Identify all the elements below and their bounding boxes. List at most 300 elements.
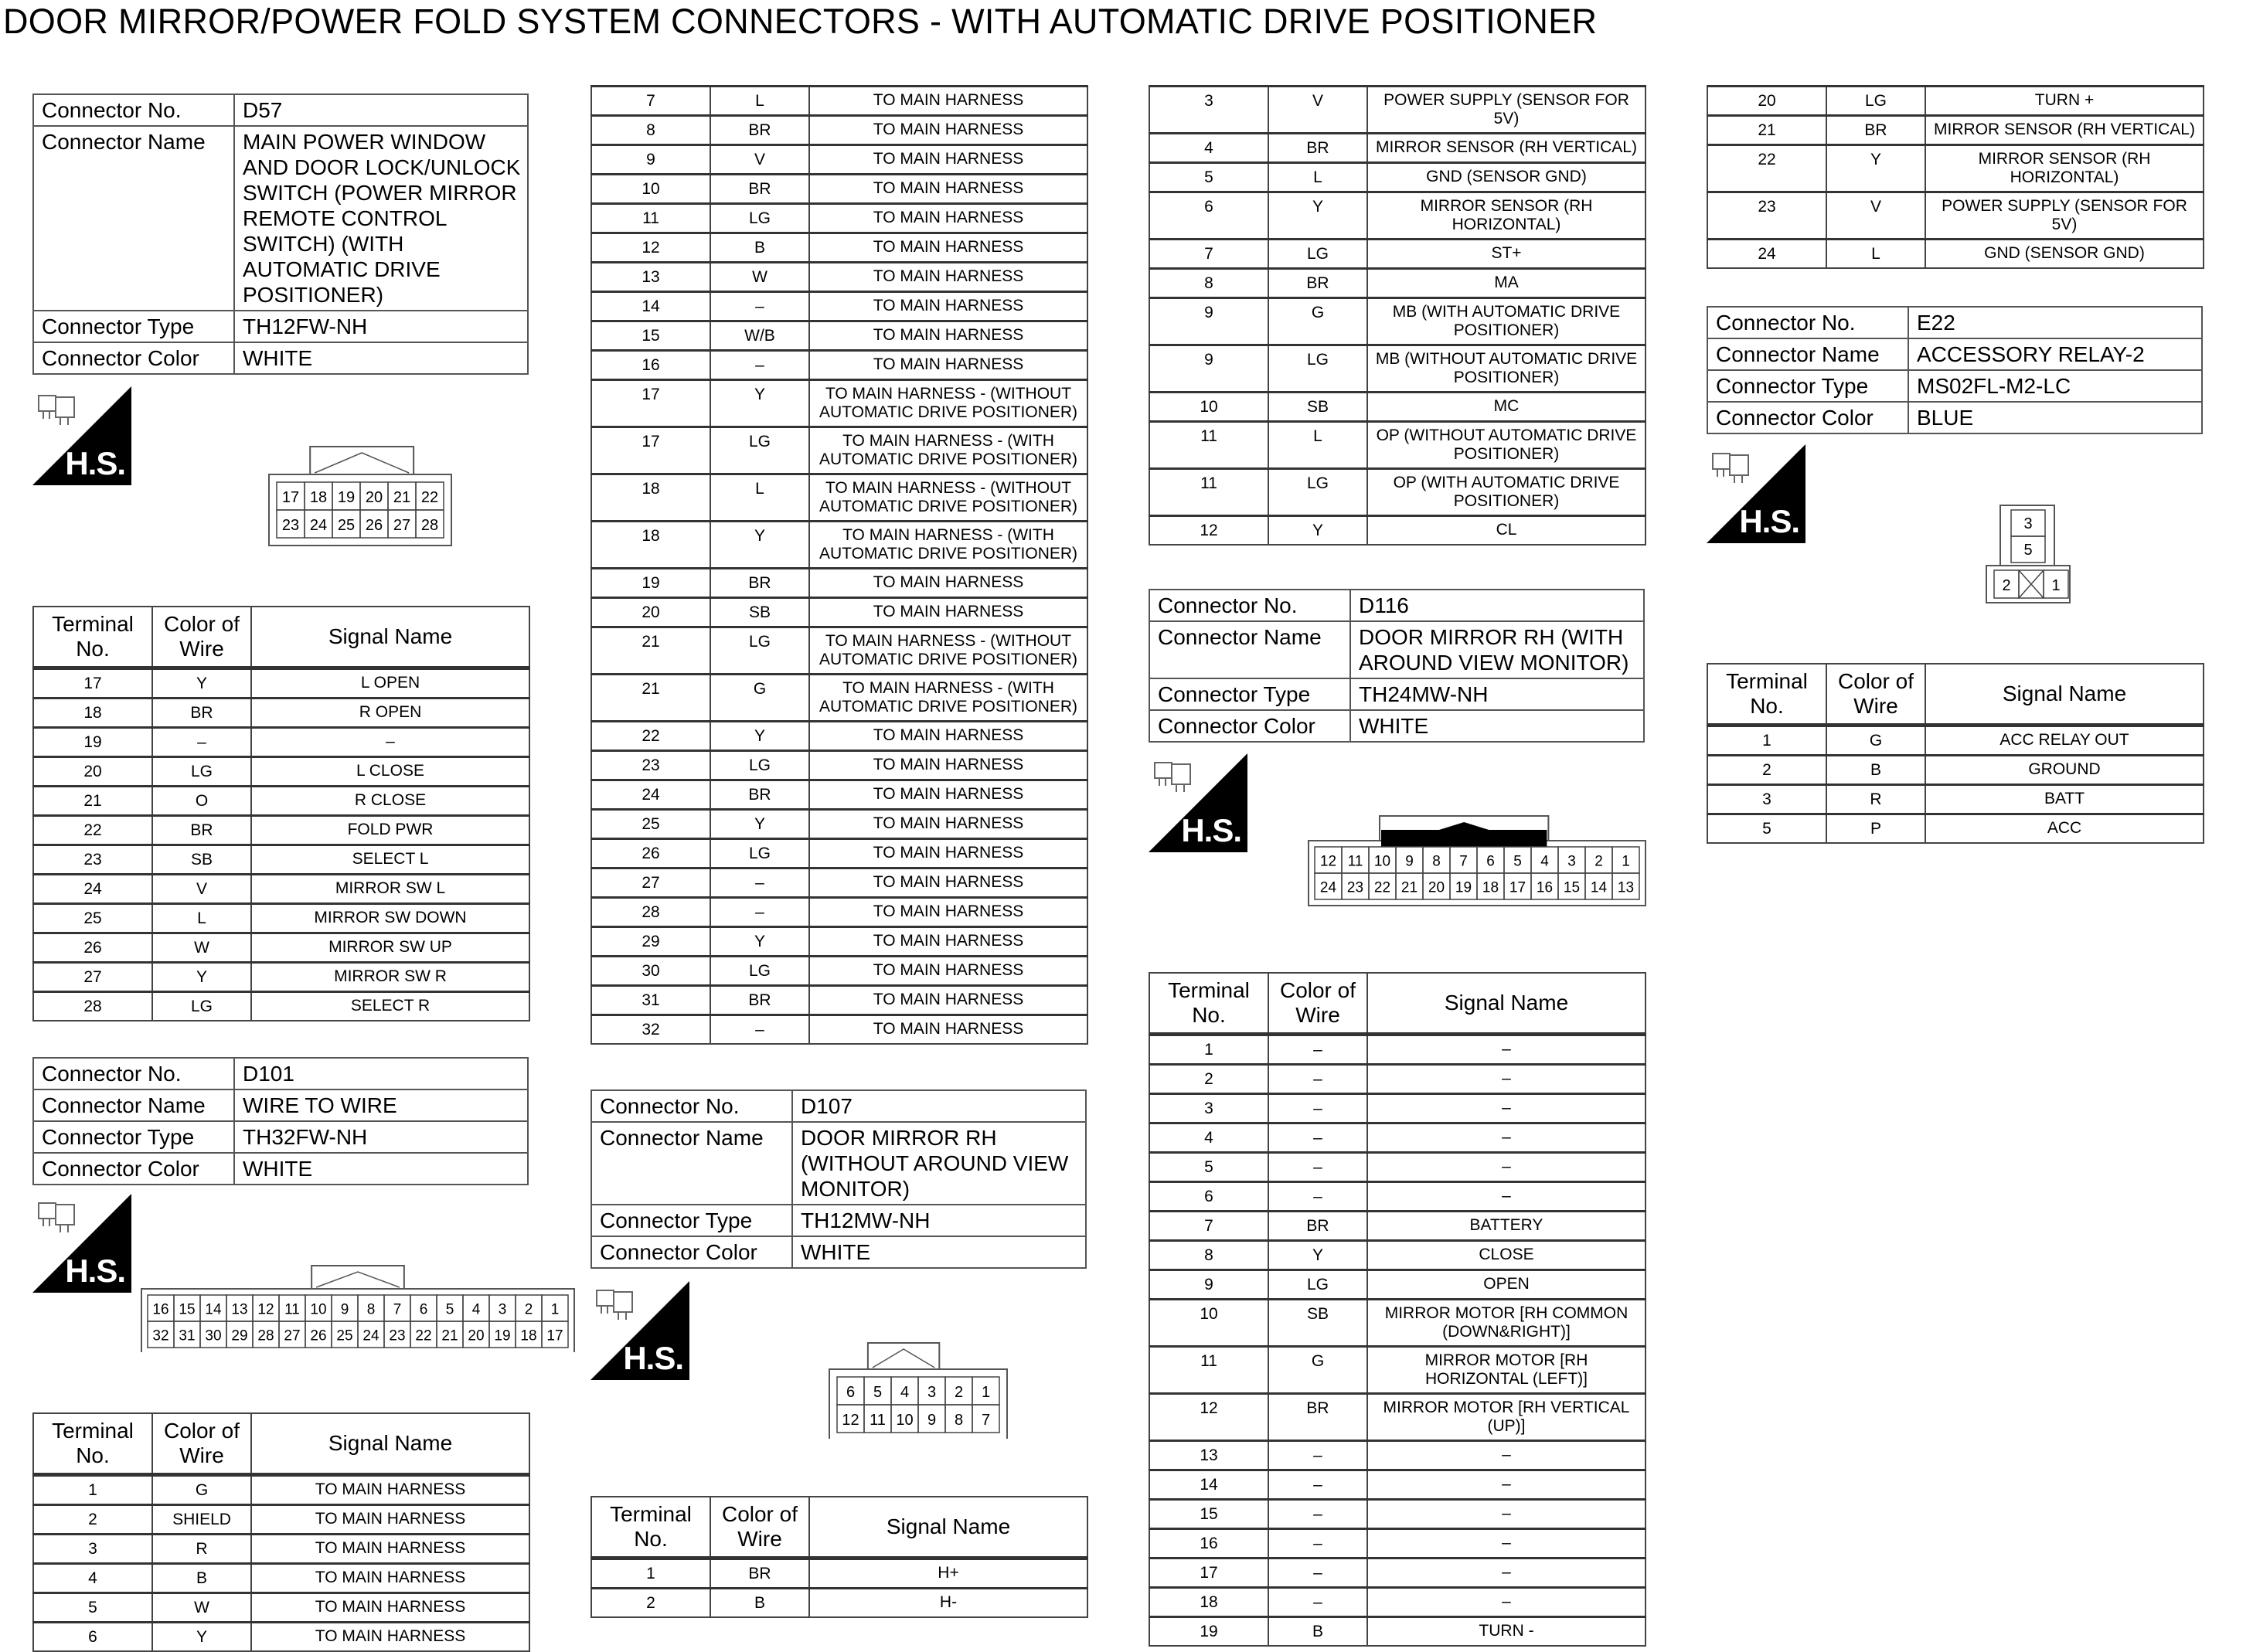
pin-label: 19 bbox=[337, 488, 356, 506]
connector-type-label: Connector Type bbox=[33, 311, 234, 342]
pin-label: 17 bbox=[281, 488, 300, 506]
table-row bbox=[591, 263, 1087, 292]
signal-name-cell: – bbox=[1367, 1182, 1646, 1212]
table-row bbox=[1149, 134, 1646, 163]
signal-name-cell: TO MAIN HARNESS bbox=[809, 292, 1087, 321]
harness-side-icon bbox=[32, 386, 131, 485]
signal-name-cell: BATT bbox=[1925, 785, 2204, 814]
pin-label: 19 bbox=[1455, 879, 1472, 896]
connector-color-value: WHITE bbox=[234, 342, 528, 374]
pin-label: 21 bbox=[1400, 879, 1418, 896]
wire-color-cell: LG bbox=[1268, 469, 1367, 516]
table-row bbox=[1149, 1300, 1646, 1347]
wire-color-cell: – bbox=[710, 1015, 809, 1045]
terminal-no-header: Terminal No. bbox=[33, 607, 152, 668]
terminal-no-header: Terminal No. bbox=[591, 1497, 710, 1559]
table-row bbox=[33, 816, 529, 845]
terminal-no-cell: 3 bbox=[33, 1535, 152, 1564]
pin-label: 4 bbox=[471, 1301, 481, 1318]
table-row bbox=[591, 986, 1087, 1015]
terminal-no-cell: 19 bbox=[591, 569, 710, 598]
pin-label: 10 bbox=[896, 1411, 914, 1429]
terminal-no-cell: 28 bbox=[591, 898, 710, 927]
table-row bbox=[33, 992, 529, 1021]
pin-label: 11 bbox=[284, 1301, 300, 1318]
wire-color-cell: Y bbox=[1268, 192, 1367, 240]
wire-color-cell: Y bbox=[1268, 1241, 1367, 1270]
pin-label: 28 bbox=[257, 1327, 274, 1344]
terminal-no-cell: 12 bbox=[1149, 516, 1268, 546]
terminal-no-cell: 10 bbox=[1149, 1300, 1268, 1347]
table-row bbox=[1149, 269, 1646, 298]
wire-color-cell: V bbox=[1268, 87, 1367, 134]
connector-name-value: DOOR MIRROR RH (WITHOUT AROUND VIEW MONITOR) bbox=[792, 1122, 1086, 1205]
connector-no-value: E22 bbox=[1908, 307, 2202, 338]
terminal-no-cell: 29 bbox=[591, 927, 710, 957]
pin-label: 7 bbox=[981, 1411, 991, 1429]
table-row bbox=[591, 627, 1087, 675]
terminal-no-header: Terminal No. bbox=[33, 1413, 152, 1475]
table-row bbox=[1149, 1035, 1646, 1065]
pin-label: 12 bbox=[257, 1301, 274, 1318]
table-row bbox=[1149, 1241, 1646, 1270]
signal-name-cell: SELECT R bbox=[251, 992, 529, 1021]
terminal-no-cell: 21 bbox=[591, 627, 710, 675]
signal-name-cell: MB (WITH AUTOMATIC DRIVE POSITIONER) bbox=[1367, 298, 1646, 345]
terminal-no-cell: 30 bbox=[591, 957, 710, 986]
connector-name-label: Connector Name bbox=[1707, 338, 1908, 370]
connector-color-value: WHITE bbox=[234, 1153, 528, 1185]
signal-name-cell: – bbox=[1367, 1529, 1646, 1559]
wire-color-cell: LG bbox=[152, 992, 251, 1021]
d57-info bbox=[32, 93, 529, 375]
hs-label: H.S. bbox=[65, 1253, 125, 1289]
table-row bbox=[1149, 1123, 1646, 1153]
signal-name-header: Signal Name bbox=[1367, 973, 1646, 1035]
terminal-no-cell: 5 bbox=[33, 1593, 152, 1623]
signal-name-cell: GND (SENSOR GND) bbox=[1367, 163, 1646, 192]
table-row bbox=[1149, 1270, 1646, 1300]
pin-label: 22 bbox=[1373, 879, 1391, 896]
wire-color-cell: B bbox=[710, 233, 809, 263]
terminal-no-cell: 2 bbox=[1149, 1065, 1268, 1094]
hs-label: H.S. bbox=[1181, 812, 1241, 848]
wire-color-cell: – bbox=[1268, 1153, 1367, 1182]
signal-name-cell: – bbox=[1367, 1035, 1646, 1065]
d116-terminal-table bbox=[1149, 972, 1646, 1647]
table-row bbox=[591, 569, 1087, 598]
wire-color-cell: B bbox=[1268, 1617, 1367, 1647]
terminal-no-cell: 14 bbox=[1149, 1470, 1268, 1500]
wire-color-cell: SB bbox=[1268, 393, 1367, 422]
table-row bbox=[591, 839, 1087, 868]
connector-no-value: D101 bbox=[234, 1058, 528, 1089]
table-row bbox=[591, 321, 1087, 351]
hs-label: H.S. bbox=[1739, 503, 1799, 539]
signal-name-cell: MIRROR SENSOR (RH VERTICAL) bbox=[1367, 134, 1646, 163]
connector-no-value: D57 bbox=[234, 94, 528, 126]
color-of-wire-header: Color of Wire bbox=[152, 607, 251, 668]
table-row bbox=[591, 522, 1087, 569]
signal-name-cell: SELECT L bbox=[251, 845, 529, 875]
wire-color-cell: – bbox=[710, 292, 809, 321]
pin-label: 3 bbox=[2023, 515, 2033, 532]
terminal-no-cell: 20 bbox=[591, 598, 710, 627]
pin-label: 26 bbox=[365, 516, 383, 534]
connector-color-label: Connector Color bbox=[33, 342, 234, 374]
wire-color-cell: – bbox=[1268, 1500, 1367, 1529]
signal-name-cell: POWER SUPPLY (SENSOR FOR 5V) bbox=[1925, 192, 2204, 240]
terminal-no-cell: 21 bbox=[591, 675, 710, 722]
terminal-no-cell: 11 bbox=[1149, 469, 1268, 516]
signal-name-cell: TO MAIN HARNESS bbox=[251, 1623, 529, 1652]
signal-name-cell: MIRROR MOTOR [RH COMMON (DOWN&RIGHT)] bbox=[1367, 1300, 1646, 1347]
terminal-no-cell: 14 bbox=[591, 292, 710, 321]
pin-label: 10 bbox=[310, 1301, 327, 1318]
terminal-no-cell: 11 bbox=[1149, 1347, 1268, 1394]
wire-color-cell: B bbox=[1826, 756, 1925, 785]
terminal-no-cell: 11 bbox=[591, 204, 710, 233]
terminal-no-cell: 3 bbox=[1149, 87, 1268, 134]
wire-color-cell: G bbox=[1826, 726, 1925, 756]
wire-color-cell: Y bbox=[710, 380, 809, 427]
table-row bbox=[591, 751, 1087, 780]
d57-terminal-table bbox=[32, 606, 530, 1021]
pin-label: 5 bbox=[2023, 542, 2033, 559]
connector-type-label: Connector Type bbox=[591, 1205, 792, 1236]
d101-info bbox=[32, 1057, 529, 1185]
pin-label: 17 bbox=[1509, 879, 1526, 896]
terminal-no-cell: 17 bbox=[591, 427, 710, 474]
pin-label: 24 bbox=[309, 516, 328, 534]
signal-name-cell: MIRROR SW R bbox=[251, 963, 529, 992]
pin-label: 13 bbox=[1617, 879, 1635, 896]
wire-color-cell: – bbox=[152, 728, 251, 757]
connector-name-value: MAIN POWER WINDOW AND DOOR LOCK/UNLOCK SWITCH (POWER MIRROR REMOTE CONTROL SWITCH) (WITH AUTOMATIC DRIVE POSITIONER) bbox=[234, 126, 528, 311]
connector-no-value: D116 bbox=[1350, 590, 1644, 621]
terminal-no-cell: 6 bbox=[1149, 1182, 1268, 1212]
signal-name-cell: TO MAIN HARNESS bbox=[809, 986, 1087, 1015]
signal-name-cell: L CLOSE bbox=[251, 757, 529, 787]
pin-label: 12 bbox=[842, 1411, 859, 1429]
wire-color-cell: – bbox=[1268, 1035, 1367, 1065]
table-row bbox=[1149, 469, 1646, 516]
terminal-no-cell: 8 bbox=[591, 116, 710, 145]
wire-color-cell: G bbox=[152, 1475, 251, 1505]
table-row bbox=[591, 957, 1087, 986]
table-row bbox=[1707, 145, 2204, 192]
terminal-no-cell: 3 bbox=[1707, 785, 1826, 814]
pin-label: 29 bbox=[231, 1327, 248, 1344]
pin-label: 22 bbox=[415, 1327, 432, 1344]
color-of-wire-header: Color of Wire bbox=[1268, 973, 1367, 1035]
pin-label: 8 bbox=[1432, 853, 1441, 870]
wire-color-cell: BR bbox=[1268, 269, 1367, 298]
wire-color-cell: V bbox=[1826, 192, 1925, 240]
terminal-no-cell: 8 bbox=[1149, 269, 1268, 298]
wire-color-cell: – bbox=[1268, 1529, 1367, 1559]
table-row bbox=[591, 87, 1087, 116]
e22-terminal-table bbox=[1707, 663, 2204, 844]
signal-name-cell: H+ bbox=[809, 1559, 1087, 1589]
d101-connector-face bbox=[139, 1255, 577, 1352]
pin-label: 14 bbox=[205, 1301, 222, 1318]
table-row bbox=[1707, 726, 2204, 756]
terminal-no-cell: 24 bbox=[591, 780, 710, 810]
pin-label: 2 bbox=[524, 1301, 533, 1318]
table-row bbox=[1707, 240, 2204, 269]
wire-color-cell: R bbox=[1826, 785, 1925, 814]
terminal-no-cell: 22 bbox=[591, 722, 710, 751]
pin-label: 24 bbox=[362, 1327, 379, 1344]
terminal-no-cell: 9 bbox=[1149, 1270, 1268, 1300]
signal-name-cell: OP (WITH AUTOMATIC DRIVE POSITIONER) bbox=[1367, 469, 1646, 516]
wire-color-cell: BR bbox=[1268, 1394, 1367, 1441]
pin-label: 25 bbox=[336, 1327, 353, 1344]
pin-label: 23 bbox=[389, 1327, 406, 1344]
pin-label: 15 bbox=[1563, 879, 1581, 896]
table-row bbox=[33, 875, 529, 904]
terminal-no-cell: 24 bbox=[1707, 240, 1826, 269]
terminal-no-cell: 7 bbox=[1149, 240, 1268, 269]
table-row bbox=[33, 1475, 529, 1505]
table-row bbox=[1149, 1182, 1646, 1212]
terminal-no-cell: 10 bbox=[1149, 393, 1268, 422]
pin-label: 9 bbox=[1405, 853, 1414, 870]
pin-label: 12 bbox=[1319, 853, 1337, 870]
wire-color-cell: – bbox=[1268, 1182, 1367, 1212]
terminal-no-cell: 17 bbox=[1149, 1559, 1268, 1588]
harness-side-icon bbox=[1707, 444, 1805, 543]
connector-name-label: Connector Name bbox=[1149, 621, 1350, 678]
table-row bbox=[1149, 1529, 1646, 1559]
signal-name-cell: BATTERY bbox=[1367, 1212, 1646, 1241]
signal-name-cell: TO MAIN HARNESS bbox=[809, 351, 1087, 380]
pin-label: 22 bbox=[420, 488, 439, 506]
signal-name-cell: – bbox=[1367, 1470, 1646, 1500]
pin-label: 10 bbox=[1373, 853, 1391, 870]
terminal-no-cell: 20 bbox=[33, 757, 152, 787]
signal-name-cell: OP (WITHOUT AUTOMATIC DRIVE POSITIONER) bbox=[1367, 422, 1646, 469]
pin-label: 8 bbox=[366, 1301, 376, 1318]
signal-name-cell: TO MAIN HARNESS - (WITH AUTOMATIC DRIVE POSITIONER) bbox=[809, 675, 1087, 722]
pin-label: 9 bbox=[927, 1411, 937, 1429]
connector-no-value: D107 bbox=[792, 1090, 1086, 1122]
page-title: DOOR MIRROR/POWER FOLD SYSTEM CONNECTORS - WITH AUTOMATIC DRIVE POSITIONER bbox=[3, 2, 1598, 41]
signal-name-cell: TO MAIN HARNESS - (WITH AUTOMATIC DRIVE POSITIONER) bbox=[809, 522, 1087, 569]
table-row bbox=[33, 904, 529, 933]
terminal-no-cell: 9 bbox=[1149, 298, 1268, 345]
signal-name-cell: TO MAIN HARNESS bbox=[809, 957, 1087, 986]
table-row bbox=[1149, 1441, 1646, 1470]
signal-name-cell: – bbox=[1367, 1094, 1646, 1123]
terminal-no-cell: 6 bbox=[1149, 192, 1268, 240]
color-of-wire-header: Color of Wire bbox=[710, 1497, 809, 1559]
signal-name-cell: – bbox=[1367, 1123, 1646, 1153]
terminal-no-cell: 25 bbox=[33, 904, 152, 933]
table-row bbox=[33, 1535, 529, 1564]
terminal-no-cell: 19 bbox=[1149, 1617, 1268, 1647]
pin-label: 2 bbox=[2002, 577, 2011, 594]
terminal-no-cell: 2 bbox=[591, 1589, 710, 1618]
wire-color-cell: L bbox=[710, 87, 809, 116]
table-row bbox=[591, 204, 1087, 233]
wire-color-cell: LG bbox=[710, 627, 809, 675]
terminal-no-cell: 2 bbox=[33, 1505, 152, 1535]
wire-color-cell: LG bbox=[710, 957, 809, 986]
pin-label: 30 bbox=[205, 1327, 222, 1344]
wire-color-cell: W bbox=[152, 933, 251, 963]
d107-info bbox=[590, 1089, 1087, 1269]
table-row bbox=[1149, 1212, 1646, 1241]
table-row bbox=[591, 868, 1087, 898]
table-row bbox=[1149, 1559, 1646, 1588]
terminal-no-cell: 18 bbox=[33, 699, 152, 728]
terminal-no-cell: 2 bbox=[1707, 756, 1826, 785]
signal-name-cell: GROUND bbox=[1925, 756, 2204, 785]
terminal-no-cell: 27 bbox=[33, 963, 152, 992]
pin-label: 24 bbox=[1319, 879, 1337, 896]
wire-color-cell: B bbox=[710, 1589, 809, 1618]
signal-name-cell: TURN - bbox=[1367, 1617, 1646, 1647]
wire-color-cell: – bbox=[1268, 1123, 1367, 1153]
hs-label: H.S. bbox=[65, 445, 125, 481]
table-row bbox=[1149, 1347, 1646, 1394]
terminal-no-cell: 21 bbox=[1707, 116, 1826, 145]
table-row bbox=[33, 728, 529, 757]
connector-no-label: Connector No. bbox=[1707, 307, 1908, 338]
table-row bbox=[1149, 298, 1646, 345]
wire-color-cell: – bbox=[710, 898, 809, 927]
terminal-no-cell: 6 bbox=[33, 1623, 152, 1652]
table-row bbox=[1149, 192, 1646, 240]
connector-type-value: TH12MW-NH bbox=[792, 1205, 1086, 1236]
signal-name-cell: H- bbox=[809, 1589, 1087, 1618]
signal-name-cell: – bbox=[1367, 1588, 1646, 1617]
signal-name-cell: MIRROR MOTOR [RH VERTICAL (UP)] bbox=[1367, 1394, 1646, 1441]
wire-color-cell: P bbox=[1826, 814, 1925, 844]
connector-name-value: WIRE TO WIRE bbox=[234, 1089, 528, 1121]
pin-label: 31 bbox=[179, 1327, 196, 1344]
pin-label: 18 bbox=[520, 1327, 537, 1344]
signal-name-cell: MIRROR SENSOR (RH VERTICAL) bbox=[1925, 116, 2204, 145]
pin-label: 2 bbox=[1594, 853, 1603, 870]
signal-name-cell: TO MAIN HARNESS bbox=[809, 927, 1087, 957]
connector-type-label: Connector Type bbox=[33, 1121, 234, 1153]
terminal-no-cell: 8 bbox=[1149, 1241, 1268, 1270]
pin-label: 25 bbox=[337, 516, 356, 534]
signal-name-header: Signal Name bbox=[251, 1413, 529, 1475]
wire-color-cell: LG bbox=[710, 839, 809, 868]
wire-color-cell: LG bbox=[152, 757, 251, 787]
pin-label: 21 bbox=[393, 488, 411, 506]
signal-name-cell: TO MAIN HARNESS bbox=[809, 204, 1087, 233]
wire-color-cell: G bbox=[1268, 298, 1367, 345]
d116-info bbox=[1149, 589, 1645, 743]
terminal-no-cell: 1 bbox=[1707, 726, 1826, 756]
table-row bbox=[1149, 1094, 1646, 1123]
table-row bbox=[591, 1015, 1087, 1045]
wire-color-cell: V bbox=[152, 875, 251, 904]
pin-label: 17 bbox=[546, 1327, 563, 1344]
signal-name-cell: MIRROR SW DOWN bbox=[251, 904, 529, 933]
pin-label: 3 bbox=[927, 1383, 937, 1401]
signal-name-cell: TO MAIN HARNESS bbox=[809, 810, 1087, 839]
table-row bbox=[591, 598, 1087, 627]
signal-name-cell: TO MAIN HARNESS bbox=[809, 898, 1087, 927]
table-row bbox=[1707, 814, 2204, 844]
signal-name-cell: TO MAIN HARNESS bbox=[809, 1015, 1087, 1045]
pin-label: 23 bbox=[281, 516, 300, 534]
pin-label: 11 bbox=[1347, 853, 1363, 870]
table-row bbox=[591, 351, 1087, 380]
wire-color-cell: Y bbox=[710, 522, 809, 569]
terminal-no-cell: 1 bbox=[33, 1475, 152, 1505]
terminal-no-cell: 15 bbox=[1149, 1500, 1268, 1529]
connector-color-label: Connector Color bbox=[591, 1236, 792, 1268]
table-row bbox=[33, 1623, 529, 1652]
table-row bbox=[1149, 163, 1646, 192]
color-of-wire-header: Color of Wire bbox=[152, 1413, 251, 1475]
table-row bbox=[591, 145, 1087, 175]
table-row bbox=[591, 675, 1087, 722]
connector-color-label: Connector Color bbox=[1149, 710, 1350, 742]
terminal-no-cell: 32 bbox=[591, 1015, 710, 1045]
signal-name-cell: – bbox=[1367, 1153, 1646, 1182]
signal-name-cell: – bbox=[1367, 1065, 1646, 1094]
connector-color-label: Connector Color bbox=[1707, 402, 1908, 433]
connector-type-label: Connector Type bbox=[1149, 678, 1350, 710]
signal-name-cell: TO MAIN HARNESS bbox=[809, 868, 1087, 898]
wire-color-cell: BR bbox=[1268, 134, 1367, 163]
d107-terminal-table-cont bbox=[1149, 85, 1646, 546]
wire-color-cell: B bbox=[152, 1564, 251, 1593]
terminal-no-cell: 9 bbox=[1149, 345, 1268, 393]
wire-color-cell: SHIELD bbox=[152, 1505, 251, 1535]
signal-name-cell: TO MAIN HARNESS bbox=[809, 839, 1087, 868]
pin-label: 4 bbox=[900, 1383, 910, 1401]
pin-label: 6 bbox=[1486, 853, 1495, 870]
pin-label: 8 bbox=[954, 1411, 964, 1429]
pin-label: 26 bbox=[310, 1327, 327, 1344]
pin-label: 16 bbox=[152, 1301, 169, 1318]
wire-color-cell: O bbox=[152, 787, 251, 816]
table-row bbox=[1149, 87, 1646, 134]
wire-color-cell: – bbox=[1268, 1094, 1367, 1123]
pin-label: 1 bbox=[550, 1301, 560, 1318]
wire-color-cell: LG bbox=[1268, 240, 1367, 269]
wire-color-cell: L bbox=[1268, 163, 1367, 192]
table-row bbox=[1149, 1065, 1646, 1094]
wire-color-cell: – bbox=[1268, 1470, 1367, 1500]
terminal-no-cell: 21 bbox=[33, 787, 152, 816]
wire-color-cell: Y bbox=[710, 722, 809, 751]
hs-label: H.S. bbox=[623, 1340, 683, 1376]
wire-color-cell: Y bbox=[1268, 516, 1367, 546]
connector-type-value: TH24MW-NH bbox=[1350, 678, 1644, 710]
connector-name-label: Connector Name bbox=[33, 1089, 234, 1121]
signal-name-cell: R CLOSE bbox=[251, 787, 529, 816]
terminal-no-cell: 17 bbox=[33, 668, 152, 699]
signal-name-cell: – bbox=[1367, 1500, 1646, 1529]
pin-label: 18 bbox=[1482, 879, 1499, 896]
wire-color-cell: – bbox=[1268, 1588, 1367, 1617]
table-row bbox=[1149, 345, 1646, 393]
terminal-no-cell: 17 bbox=[591, 380, 710, 427]
table-row bbox=[591, 380, 1087, 427]
terminal-no-cell: 23 bbox=[33, 845, 152, 875]
wire-color-cell: L bbox=[1268, 422, 1367, 469]
